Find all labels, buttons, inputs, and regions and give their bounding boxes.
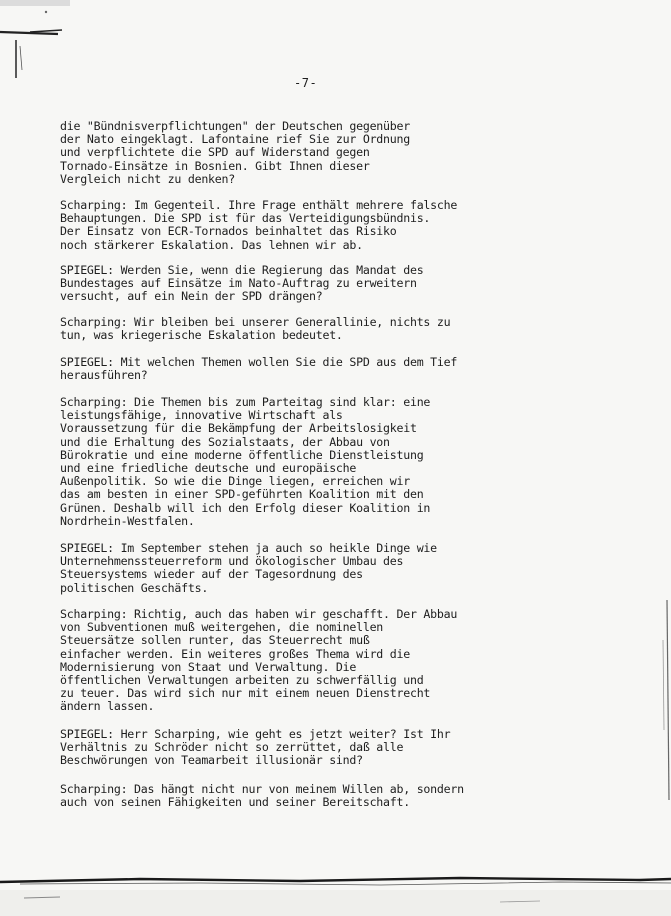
paragraph-answer <box>60 199 457 252</box>
text-line: Scharping: Richtig, auch das haben wir geschafft. Der Abbau <box>60 607 458 621</box>
text-line: Bürokratie und eine moderne öffentliche Dienstleistung <box>60 447 424 462</box>
text-line: Nordrhein-Westfalen. <box>60 513 195 528</box>
paragraph-answer <box>60 783 464 809</box>
page-number: -7- <box>294 76 318 90</box>
paragraph-answer <box>60 608 457 714</box>
text-line: SPIEGEL: Herr Scharping, wie geht es jetzt weiter? Ist Ihr <box>60 727 451 741</box>
text-line: und die Erhaltung des Sozialstaats, der Abbau von <box>60 434 390 449</box>
text-line: Steuersätze sollen runter, das Steuerrecht muß <box>60 633 370 648</box>
text-line: politischen Geschäfts. <box>60 580 209 595</box>
text-line: Verhältnis zu Schröder nicht so zerrüttet, daß alle <box>60 740 404 755</box>
text-line: auch von seinen Fähigkeiten und seiner Bereitschaft. <box>60 795 410 810</box>
scan-artifact-top-left <box>0 0 70 80</box>
text-line: herausführen? <box>60 368 148 383</box>
text-line: Behauptungen. Die SPD ist für das Verteidigungsbündnis. <box>60 211 431 226</box>
text-line: Beschwörungen von Teamarbeit illusionär sind? <box>60 753 363 768</box>
text-line: zu teuer. Das wird sich nur mit einem neuen Dienstrecht <box>60 686 431 701</box>
text-line: Vergleich nicht zu denken? <box>60 171 235 186</box>
text-line: Modernisierung von Staat und Verwaltung. Die <box>60 659 357 674</box>
text-line: leistungsfähige, innovative Wirtschaft als <box>60 408 343 423</box>
text-line: die "Bündnisverpflichtungen" der Deutschen gegenüber <box>60 119 410 133</box>
text-line: SPIEGEL: Im September stehen ja auch so heikle Dinge wie <box>60 541 437 555</box>
text-line: Außenpolitik. So wie die Dinge liegen, erreichen wir <box>60 474 410 489</box>
text-line: Scharping: Das hängt nicht nur von meinem Willen ab, sondern <box>60 782 464 796</box>
scan-artifact-bottom-edge <box>0 868 671 916</box>
paragraph-answer <box>60 316 450 342</box>
text-line: Grünen. Deshalb will ich den Erfolg dieser Koalition in <box>60 500 431 515</box>
text-line: SPIEGEL: Werden Sie, wenn die Regierung das Mandat des <box>60 263 424 277</box>
text-line: Scharping: Die Themen bis zum Parteitag sind klar: eine <box>60 395 431 409</box>
text-line: ändern lassen. <box>60 699 155 714</box>
text-line: und eine friedliche deutsche und europäische <box>60 461 357 476</box>
text-line: Der Einsatz von ECR-Tornados beinhaltet das Risiko <box>60 224 397 239</box>
text-line: SPIEGEL: Mit welchen Themen wollen Sie die SPD aus dem Tief <box>60 355 458 369</box>
text-line: Bundestages auf Einsätze im Nato-Auftrag zu erweitern <box>60 276 417 291</box>
scan-artifact-right-edge <box>657 600 671 800</box>
paragraph-question-continuation <box>60 120 410 186</box>
text-line: versucht, auf ein Nein der SPD drängen? <box>60 289 323 304</box>
text-line: Tornado-Einsätze in Bosnien. Gibt Ihnen dieser <box>60 158 370 173</box>
text-line: noch stärkerer Eskalation. Das lehnen wir ab. <box>60 237 363 252</box>
text-line: öffentlichen Verwaltungen arbeiten zu schwerfällig und <box>60 673 424 688</box>
paragraph-question <box>60 542 437 595</box>
text-line: Unternehmenssteuerreform und ökologischer Umbau des <box>60 554 404 569</box>
text-line: der Nato eingeklagt. Lafontaine rief Sie zur Ordnung <box>60 132 410 147</box>
text-line: das am besten in einer SPD-geführten Koalition mit den <box>60 487 424 502</box>
paragraph-answer <box>60 396 430 528</box>
text-line: und verpflichtete die SPD auf Widerstand gegen <box>60 145 370 160</box>
paragraph-question <box>60 356 457 382</box>
paragraph-question <box>60 728 450 768</box>
text-line: von Subventionen muß weitergehen, die nominellen <box>60 620 384 635</box>
text-line: Steuersystems wieder auf der Tagesordnung des <box>60 567 363 582</box>
paragraph-question <box>60 264 423 304</box>
text-line: Voraussetzung für die Bekämpfung der Arbeitslosigkeit <box>60 421 417 436</box>
text-line: einfacher werden. Ein weiteres großes Thema wird die <box>60 646 410 661</box>
text-line: Scharping: Im Gegenteil. Ihre Frage enthält mehrere falsche <box>60 198 458 212</box>
text-line: tun, was kriegerische Eskalation bedeutet. <box>60 328 343 343</box>
text-line: Scharping: Wir bleiben bei unserer Generallinie, nichts zu <box>60 315 451 329</box>
